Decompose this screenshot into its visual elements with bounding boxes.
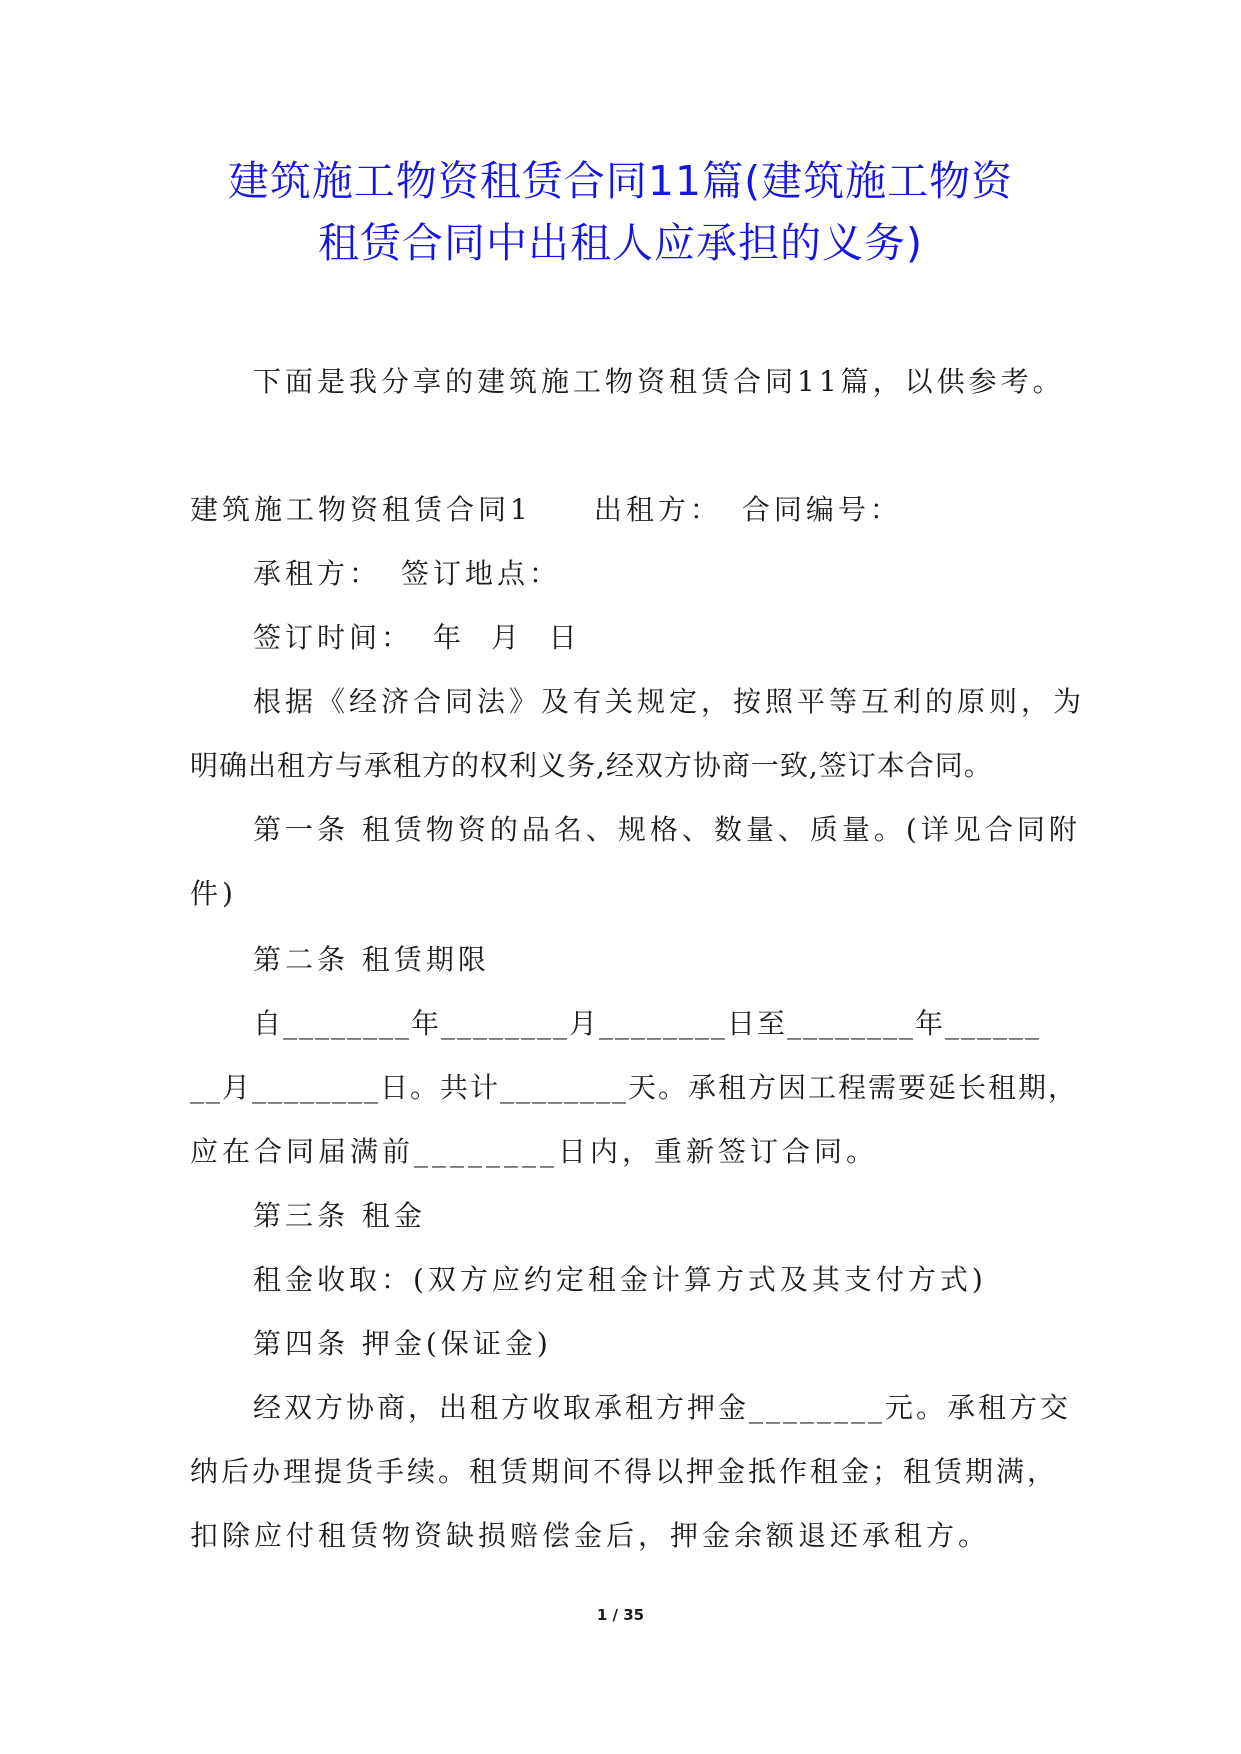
document-title	[150, 150, 1091, 274]
sign-place-label: 签订地点：	[401, 557, 562, 590]
article-4-line-3: 扣除应付租赁物资缺损赔偿金后，押金余额退还承租方。	[190, 1519, 991, 1552]
article-4-line-2: 纳后办理提货手续。租赁期间不得以押金抵作租金；租赁期满，	[190, 1455, 1059, 1488]
article-1-line-2: 件)	[190, 877, 237, 910]
contract-number-label: 合同编号：	[741, 493, 902, 526]
date-fields: 年 月 日	[433, 621, 581, 654]
article-2-line-1: 自________年________月________日至________年______	[253, 1007, 1042, 1040]
article-2-line-2: __月________日。共计________天。承租方因工程需要延长租期，	[190, 1071, 1079, 1104]
basis-paragraph-line-2: 明确出租方与承租方的权利义务,经双方协商一致,签订本合同。	[190, 749, 993, 782]
contract-header-line	[190, 478, 1050, 542]
article-3-title: 第三条 租金	[253, 1199, 426, 1232]
title-line-2: 租赁合同中出租人应承担的义务)	[318, 219, 923, 267]
document-body	[190, 350, 1086, 1568]
article-1-line-1: 第一条 租赁物资的品名、规格、数量、质量。(详见合同附	[253, 813, 1081, 846]
contract-heading: 建筑施工物资租赁合同1	[190, 493, 532, 526]
article-2-line-3: 应在合同届满前________日内，重新签订合同。	[190, 1135, 879, 1168]
lessee-line	[190, 542, 1050, 606]
sign-time-line	[190, 606, 1050, 670]
article-4-line-1: 经双方协商，出租方收取承租方押金________元。承租方交	[253, 1391, 1072, 1424]
article-2-title: 第二条 租赁期限	[253, 943, 490, 976]
basis-paragraph-line-1: 根据《经济合同法》及有关规定，按照平等互利的原则，为	[253, 685, 1086, 718]
intro-paragraph: 下面是我分享的建筑施工物资租赁合同11篇，以供参考。	[253, 365, 1065, 398]
article-3-body: 租金收取：(双方应约定租金计算方式及其支付方式)	[253, 1263, 987, 1296]
page-number: 1 / 35	[596, 1606, 645, 1624]
lessor-label: 出租方：	[593, 493, 722, 526]
lessee-label: 承租方：	[253, 557, 382, 590]
title-line-1: 建筑施工物资租赁合同11篇(建筑施工物资	[227, 157, 1014, 205]
article-4-title: 第四条 押金(保证金)	[253, 1327, 552, 1360]
sign-time-label: 签订时间：	[253, 621, 414, 654]
